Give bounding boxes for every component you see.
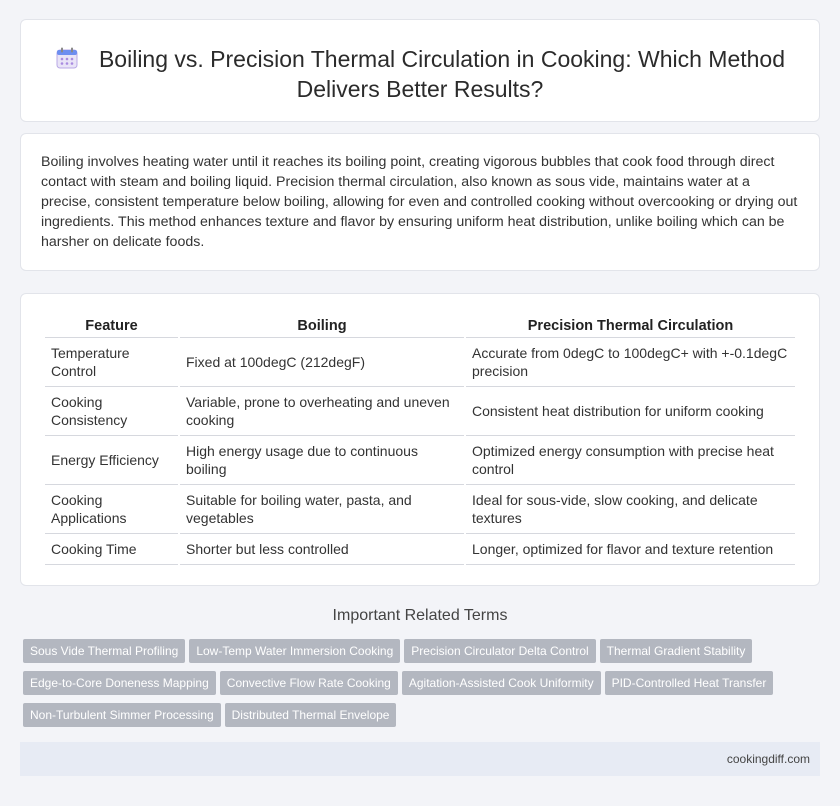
table-row [45, 485, 795, 534]
table-cell-precision: Accurate from 0degC to 100degC+ with +-0.1degC precision [466, 338, 795, 387]
page-title-wrap [21, 44, 819, 104]
table-row [45, 387, 795, 436]
related-term-tag[interactable]: Non-Turbulent Simmer Processing [23, 703, 221, 727]
related-term-tag[interactable]: Agitation-Assisted Cook Uniformity [402, 671, 601, 695]
table-cell-feature: Temperature Control [45, 338, 178, 387]
footer-site-link[interactable]: cookingdiff.com [726, 752, 810, 766]
table-row [45, 338, 795, 387]
related-term-tag[interactable]: Precision Circulator Delta Control [404, 639, 595, 663]
title-card [20, 19, 820, 122]
intro-paragraph: Boiling involves heating water until it reaches its boiling point, creating vigorous bubbles that cook food through direct contact with steam and boiling liquid. Precision thermal circulation, also known as sous vide, maintains water at a precise, consistent temperature below boiling, allowing for even and controlled cooking without overcooking or drying out ingredients. This method enhances texture and flavor by ensuring uniform heat distribution, unlike boiling which can be harsher on delicate foods. [41, 154, 798, 250]
footer [20, 742, 820, 776]
comparison-table [43, 314, 797, 565]
page-title: Boiling vs. Precision Thermal Circulation in Cooking: Which Method Delivers Better Results? [98, 46, 786, 102]
table-cell-feature: Cooking Time [45, 534, 178, 565]
related-term-tag[interactable]: Distributed Thermal Envelope [225, 703, 397, 727]
related-terms-list [23, 639, 803, 735]
related-terms-heading: Important Related Terms [332, 607, 508, 624]
table-cell-boiling: Shorter but less controlled [180, 534, 464, 565]
table-cell-precision: Longer, optimized for flavor and texture retention [466, 534, 795, 565]
header-feature: Feature [45, 314, 178, 338]
table-cell-boiling: High energy usage due to continuous boiling [180, 436, 464, 485]
table-cell-boiling: Variable, prone to overheating and uneven cooking [180, 387, 464, 436]
table-row [45, 534, 795, 565]
related-term-tag[interactable]: Sous Vide Thermal Profiling [23, 639, 185, 663]
table-row [45, 436, 795, 485]
table-cell-feature: Cooking Consistency [45, 387, 178, 436]
intro-card [20, 133, 820, 271]
related-term-tag[interactable]: Convective Flow Rate Cooking [220, 671, 398, 695]
table-cell-precision: Ideal for sous-vide, slow cooking, and delicate textures [466, 485, 795, 534]
table-cell-boiling: Suitable for boiling water, pasta, and vegetables [180, 485, 464, 534]
related-term-tag[interactable]: Low-Temp Water Immersion Cooking [189, 639, 400, 663]
table-cell-feature: Energy Efficiency [45, 436, 178, 485]
table-cell-feature: Cooking Applications [45, 485, 178, 534]
related-term-tag[interactable]: PID-Controlled Heat Transfer [605, 671, 774, 695]
related-term-tag[interactable]: Edge-to-Core Doneness Mapping [23, 671, 216, 695]
table-cell-precision: Consistent heat distribution for uniform cooking [466, 387, 795, 436]
comparison-table-card [20, 293, 820, 586]
calendar-icon [55, 46, 79, 70]
table-cell-boiling: Fixed at 100degC (212degF) [180, 338, 464, 387]
table-cell-precision: Optimized energy consumption with precise heat control [466, 436, 795, 485]
header-boiling: Boiling [180, 314, 464, 338]
header-precision: Precision Thermal Circulation [466, 314, 795, 338]
table-header-row [45, 314, 795, 338]
related-term-tag[interactable]: Thermal Gradient Stability [600, 639, 753, 663]
